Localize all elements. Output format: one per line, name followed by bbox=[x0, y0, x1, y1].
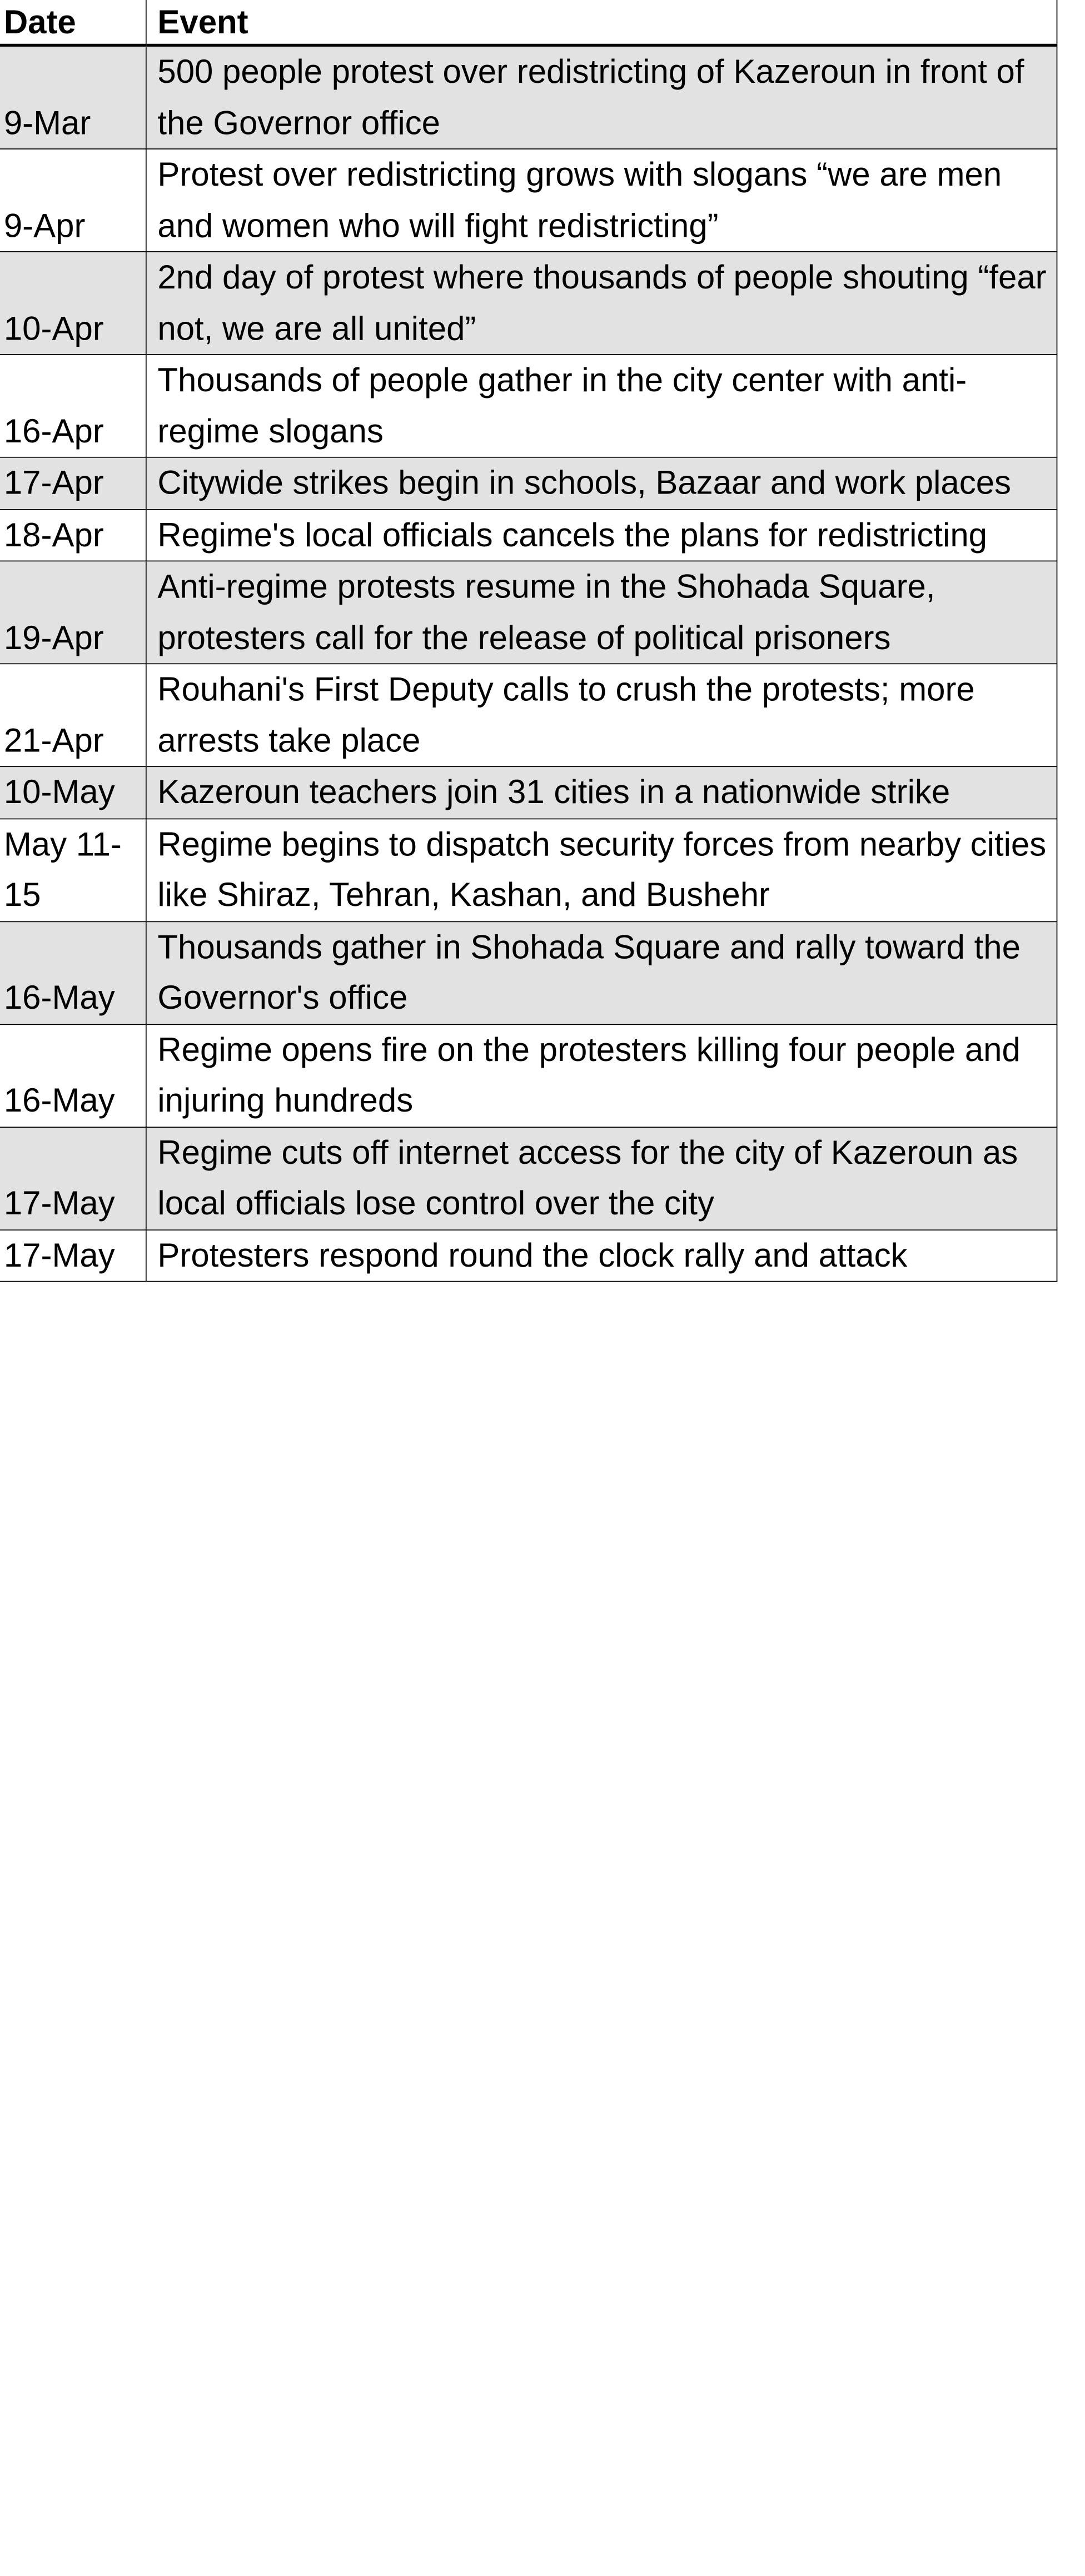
date-cell: 16-May bbox=[0, 1024, 146, 1127]
table-row bbox=[0, 355, 1057, 457]
table-row bbox=[0, 149, 1057, 252]
date-cell: 21-Apr bbox=[0, 664, 146, 766]
date-cell: 17-May bbox=[0, 1127, 146, 1229]
date-cell: 17-May bbox=[0, 1229, 146, 1281]
event-cell: Rouhani's First Deputy calls to crush the protests; more arrests take place bbox=[146, 664, 1057, 766]
event-cell: Protesters respond round the clock rally and attack bbox=[146, 1229, 1057, 1281]
event-cell: Protest over redistricting grows with slogans “we are men and women who will fight redistricting” bbox=[146, 149, 1057, 252]
event-cell: 2nd day of protest where thousands of people shouting “fear not, we are all united” bbox=[146, 252, 1057, 355]
table-body bbox=[0, 45, 1057, 1281]
event-cell: Regime opens fire on the protesters killing four people and injuring hundreds bbox=[146, 1024, 1057, 1127]
date-cell: 10-May bbox=[0, 766, 146, 818]
date-cell: 18-Apr bbox=[0, 509, 146, 561]
event-cell: Anti-regime protests resume in the Shohada Square, protesters call for the release of political prisoners bbox=[146, 561, 1057, 664]
date-cell: May 11-15 bbox=[0, 819, 146, 921]
table-row bbox=[0, 921, 1057, 1024]
date-cell: 16-Apr bbox=[0, 355, 146, 457]
event-cell: Thousands gather in Shohada Square and rally toward the Governor's office bbox=[146, 921, 1057, 1024]
event-cell: 500 people protest over redistricting of Kazeroun in front of the Governor office bbox=[146, 45, 1057, 149]
event-cell: Citywide strikes begin in schools, Bazaar and work places bbox=[146, 457, 1057, 509]
table-row bbox=[0, 766, 1057, 818]
event-column-header: Event bbox=[146, 0, 1057, 45]
table-row bbox=[0, 561, 1057, 664]
table-row bbox=[0, 664, 1057, 766]
date-cell: 10-Apr bbox=[0, 252, 146, 355]
header-row bbox=[0, 0, 1057, 45]
table-row bbox=[0, 45, 1057, 149]
event-cell: Regime cuts off internet access for the city of Kazeroun as local officials lose control over the city bbox=[146, 1127, 1057, 1229]
table-row bbox=[0, 457, 1057, 509]
table-row bbox=[0, 819, 1057, 921]
table-row bbox=[0, 1229, 1057, 1281]
table-row bbox=[0, 509, 1057, 561]
event-cell: Kazeroun teachers join 31 cities in a nationwide strike bbox=[146, 766, 1057, 818]
date-cell: 9-Mar bbox=[0, 45, 146, 149]
table-header bbox=[0, 0, 1057, 45]
date-cell: 16-May bbox=[0, 921, 146, 1024]
date-column-header: Date bbox=[0, 0, 146, 45]
events-timeline-table bbox=[0, 0, 1057, 1282]
table-row bbox=[0, 1127, 1057, 1229]
date-cell: 9-Apr bbox=[0, 149, 146, 252]
event-cell: Regime's local officials cancels the plans for redistricting bbox=[146, 509, 1057, 561]
date-cell: 17-Apr bbox=[0, 457, 146, 509]
event-cell: Regime begins to dispatch security forces from nearby cities like Shiraz, Tehran, Kashan, and Bushehr bbox=[146, 819, 1057, 921]
event-cell: Thousands of people gather in the city center with anti-regime slogans bbox=[146, 355, 1057, 457]
table-row bbox=[0, 252, 1057, 355]
table-row bbox=[0, 1024, 1057, 1127]
date-cell: 19-Apr bbox=[0, 561, 146, 664]
